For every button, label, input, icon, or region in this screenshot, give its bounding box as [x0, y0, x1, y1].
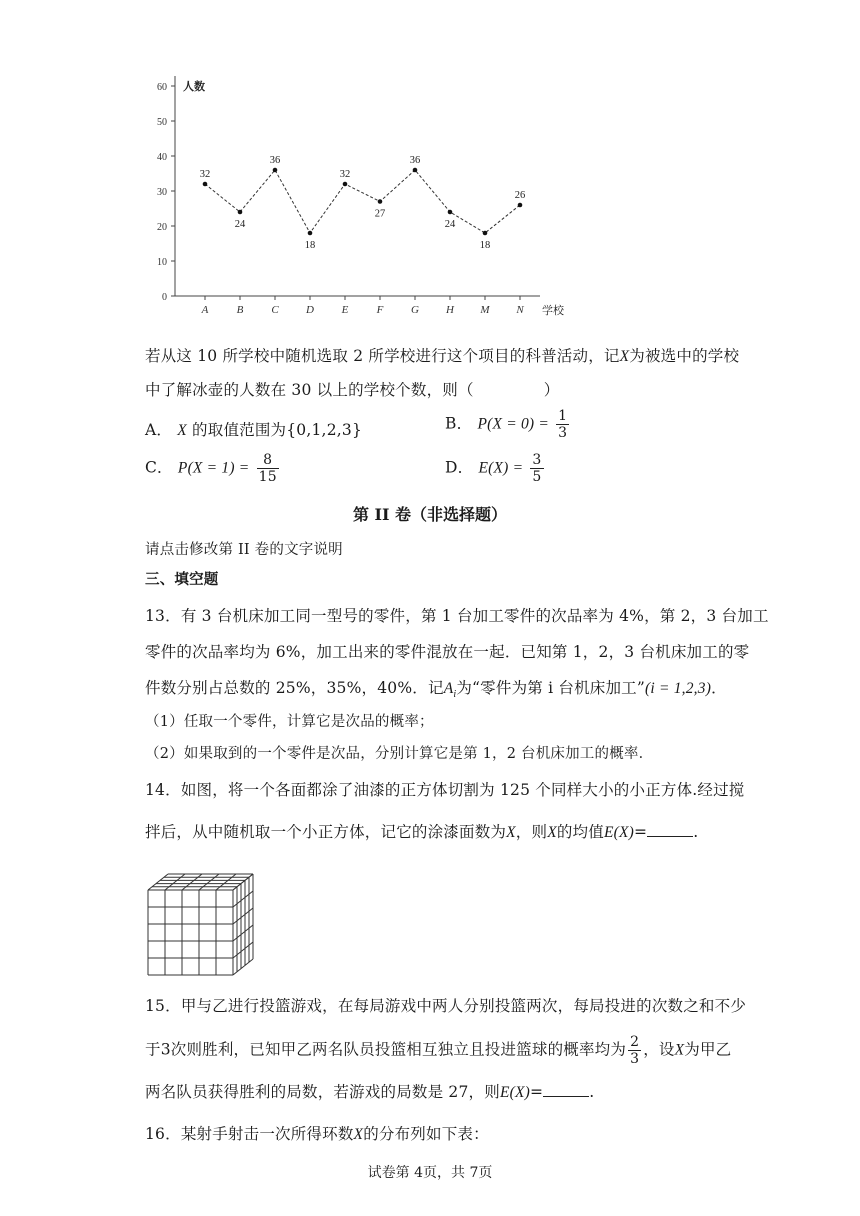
data-label: 32 [199, 169, 211, 180]
data-point [413, 168, 418, 173]
y-tick-label: 30 [157, 187, 167, 198]
data-point [378, 199, 383, 204]
data-label: 18 [304, 240, 316, 251]
q13-sub2: （2）如果取到的一个零件是次品，分别计算它是第 1，2 台机床加工的概率． [145, 746, 654, 762]
q15-line2: 于3次则胜利，已知甲乙两名队员投篮相互独立且投进篮球的概率均为 $\frac{2}{3}$ ，设X为甲乙 [145, 1034, 732, 1067]
x-tick-label: M [480, 304, 490, 316]
data-point [448, 210, 453, 215]
data-label: 24 [234, 219, 246, 230]
series-line [205, 170, 520, 233]
q12-option-c: C． P(X = 1) = $\frac{8}{15}$ [145, 452, 277, 485]
data-label: 18 [479, 240, 491, 251]
q13-line2: 零件的次品率均为 6%，加工出来的零件混放在一起．已知第 1，2，3 台机床加工的零 [145, 643, 750, 661]
section-title: 第 II 卷（非选择题） [352, 505, 508, 524]
data-point [308, 231, 313, 236]
q13-sub1: （1）任取一个零件，计算它是次品的概率； [145, 714, 434, 730]
x-tick-label: F [376, 304, 384, 316]
y-tick-label: 60 [157, 82, 167, 93]
q12-stem-line1: 若从这 10 所学校中随机选取 2 所学校进行这个项目的科普活动，记X为被选中的学校 [145, 347, 740, 365]
x-tick-label: G [411, 304, 419, 316]
data-label: 24 [444, 219, 456, 230]
y-tick-label: 10 [157, 257, 167, 268]
page-footer: 试卷第 4页，共 7页 [367, 1165, 493, 1181]
y-tick-label: 50 [157, 117, 167, 128]
y-axis-label: 人数 [183, 80, 205, 93]
line-chart [140, 70, 580, 320]
q12-stem-line2: 中了解冰壶的人数在 30 以上的学校个数，则（ ） [145, 381, 560, 399]
x-tick-label: H [446, 304, 454, 316]
x-tick-label: A [201, 304, 209, 316]
q14-line2: 拌后，从中随机取一个小正方体，记它的涂漆面数为X，则X的均值E(X)= . [145, 823, 699, 841]
part3-heading: 三、填空题 [145, 571, 219, 588]
x-tick-label: B [236, 304, 244, 316]
q13-line3: 件数分别占总数的 25%，35%，40%．记$A_i$为“零件为第 i 台机床加工”(i = 1,2,3)． [145, 679, 727, 701]
x-axis-label: 学校 [542, 304, 564, 317]
data-label: 36 [269, 155, 281, 166]
q14-line1: 14．如图，将一个各面都涂了油漆的正方体切割为 125 个同样大小的小正方体.经过搅 [145, 781, 745, 799]
y-tick-label: 20 [157, 222, 167, 233]
data-point [343, 182, 348, 187]
data-label: 27 [374, 208, 386, 220]
x-tick-label: D [306, 304, 314, 316]
data-point [483, 231, 488, 236]
x-tick-label: E [341, 304, 349, 316]
data-label: 36 [409, 155, 421, 166]
q15-line1: 15．甲与乙进行投篮游戏，在每局游戏中两人分别投篮两次，每局投进的次数之和不少 [145, 997, 747, 1015]
q16-line1: 16．某射手射击一次所得环数X的分布列如下表： [145, 1125, 489, 1143]
y-tick-label: 0 [162, 292, 167, 303]
section-note: 请点击修改第 II 卷的文字说明 [145, 542, 343, 558]
cube-figure [142, 862, 262, 977]
q12-option-a: A． X 的取值范围为{0,1,2,3} [145, 421, 363, 439]
data-point [518, 203, 523, 208]
data-label: 26 [514, 190, 526, 201]
q12-option-b: B． P(X = 0) = $\frac{1}{3}$ [445, 408, 568, 441]
q12-option-d: D． E(X) = $\frac{3}{5}$ [445, 452, 542, 485]
x-tick-label: C [271, 304, 279, 316]
data-point [273, 168, 278, 173]
q15-line3: 两名队员获得胜利的局数，若游戏的局数是 27，则E(X)= . [145, 1083, 595, 1101]
x-tick-label: N [516, 304, 524, 316]
data-point [238, 210, 243, 215]
data-label: 32 [339, 169, 351, 180]
y-tick-label: 40 [157, 152, 167, 163]
q13-line1: 13．有 3 台机床加工同一型号的零件，第 1 台加工零件的次品率为 4%，第 2，3 台加工 [145, 607, 769, 625]
data-point [203, 182, 208, 187]
